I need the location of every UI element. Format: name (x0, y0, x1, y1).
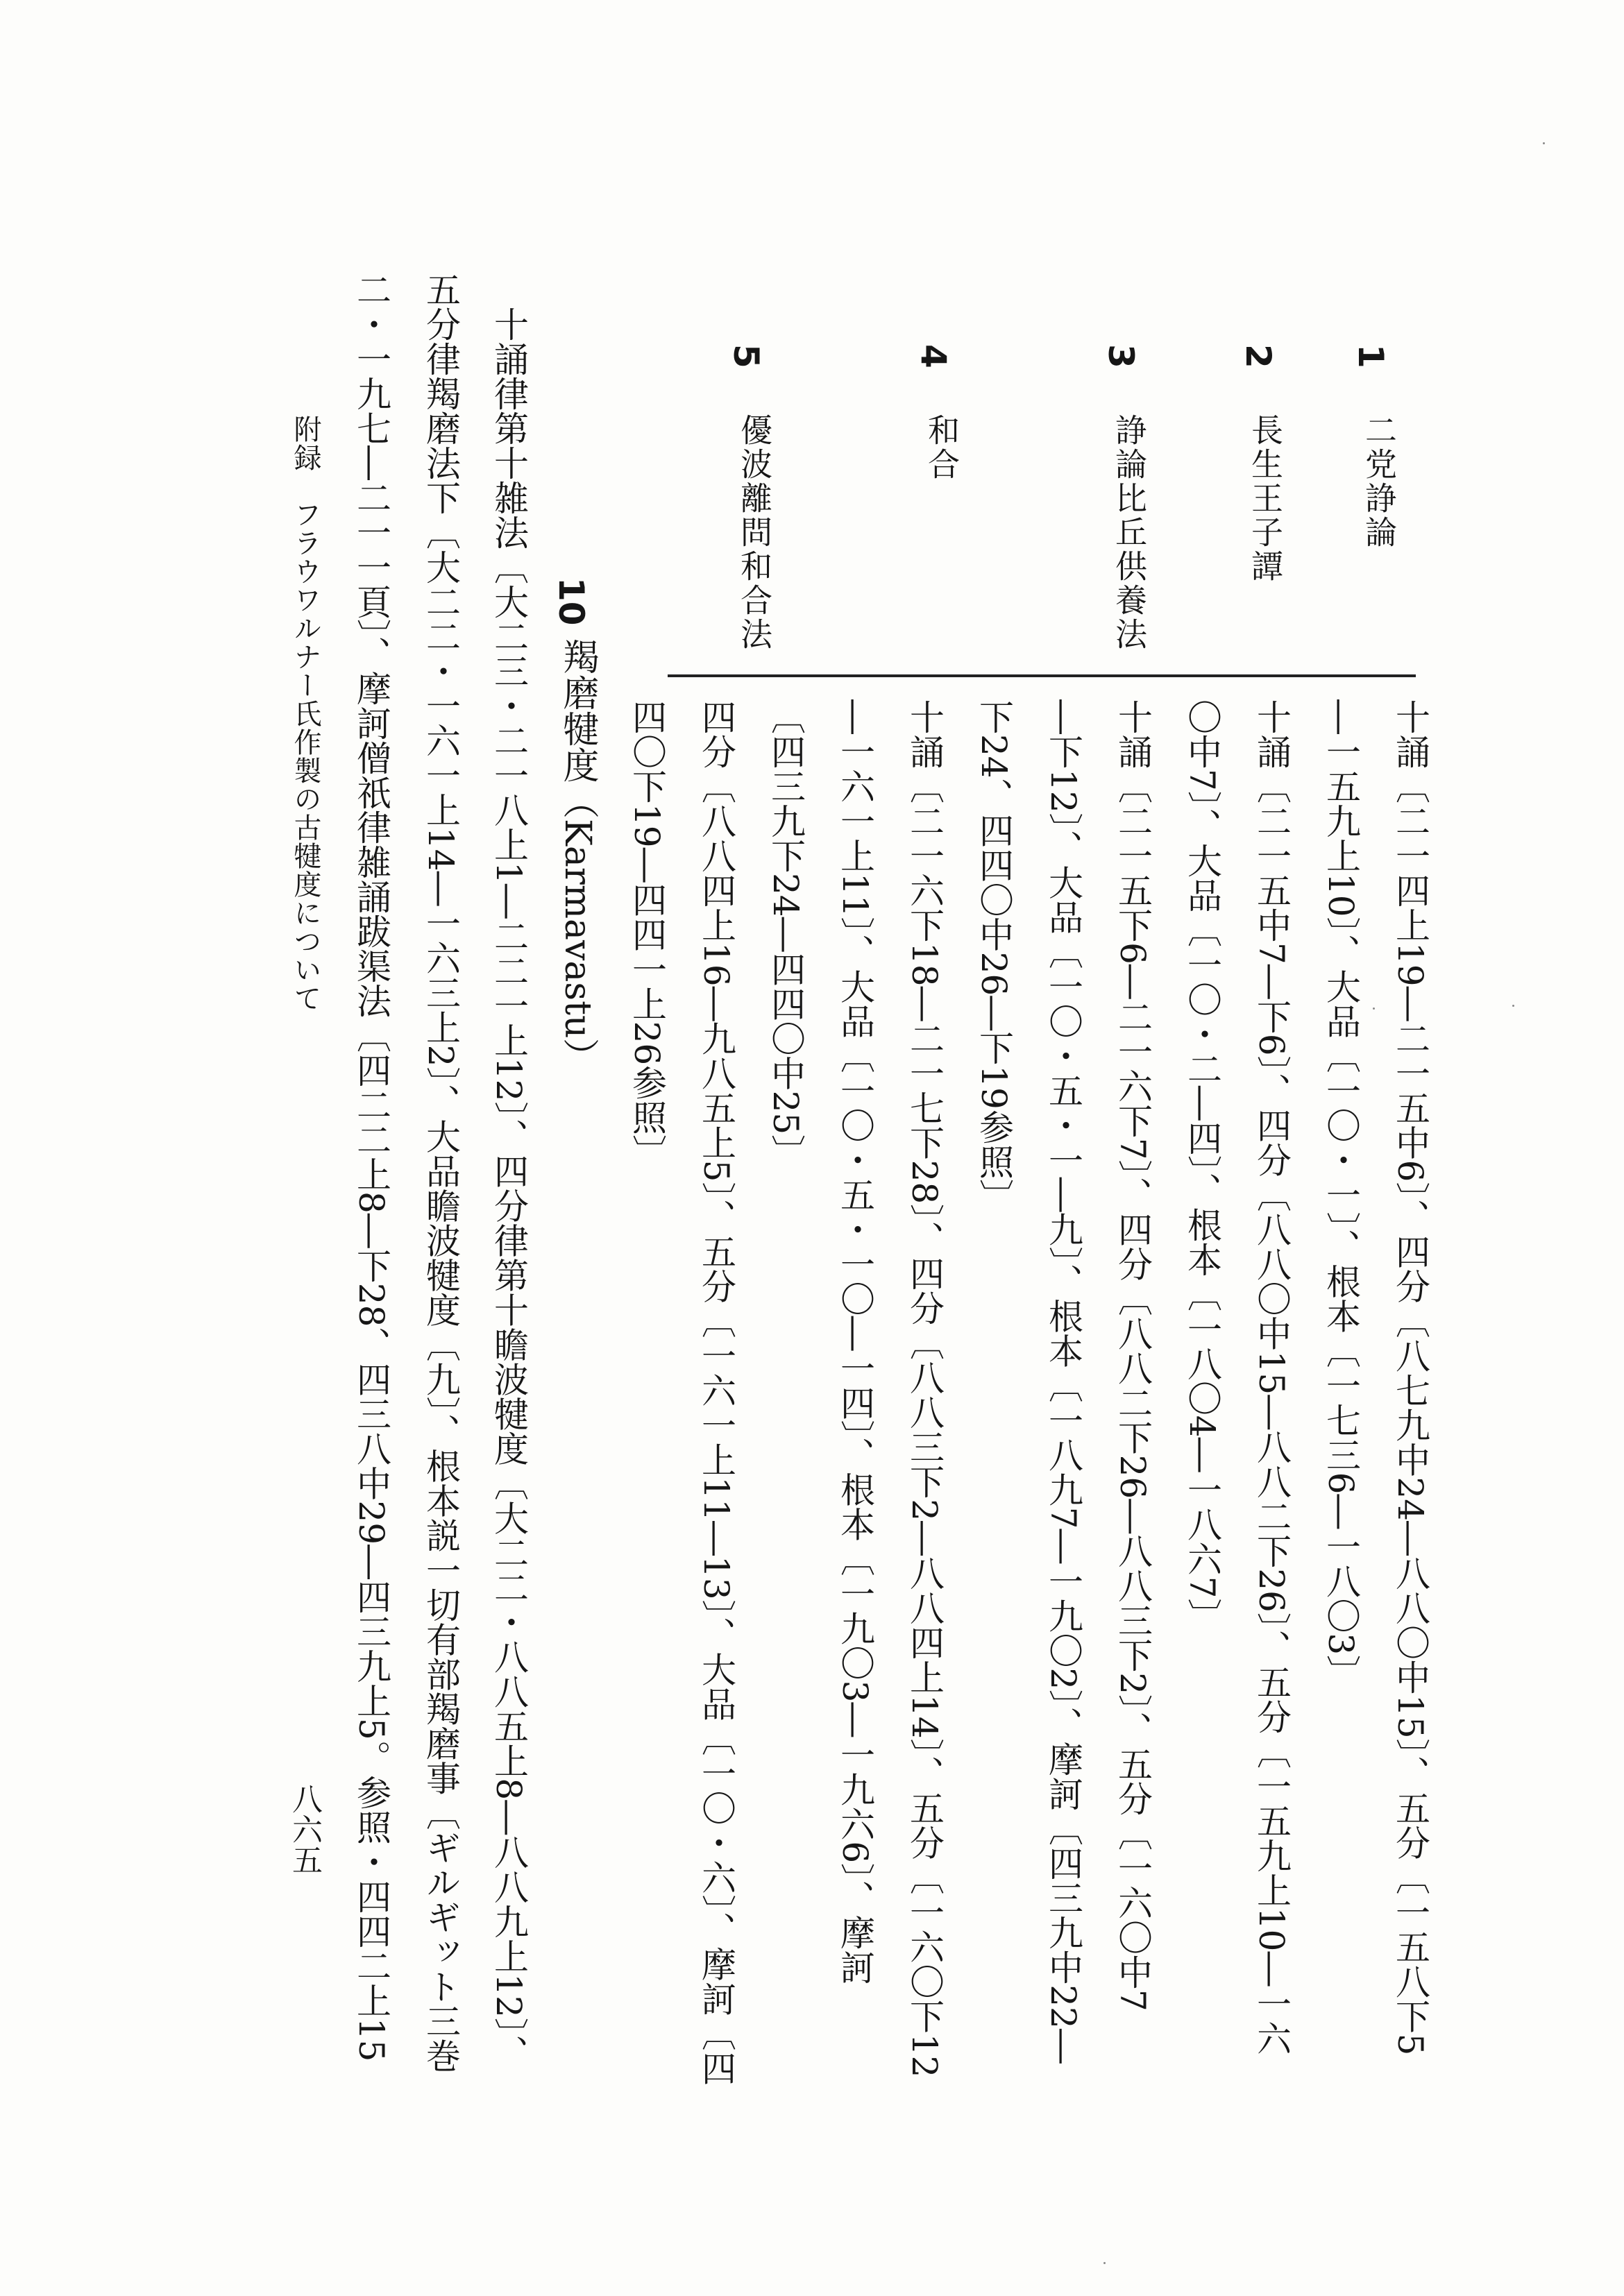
scan-speck (1103, 2262, 1106, 2264)
entry-4-ref-line-1: 十誦〔二一六下18―二一七下28〕、四分〔八八三下2―八八四上14〕、五分〔一六〇下12 (904, 699, 945, 2078)
scan-speck (1512, 1005, 1514, 1007)
entry-1-title: 二党諍論 (1360, 414, 1398, 550)
entry-2-number: 2 (1238, 344, 1278, 368)
scan-speck (1373, 1007, 1375, 1010)
entry-1-ref-line-2: ―一五九上10〕、大品〔一〇・一〕、根本〔一七三6―一八〇3〕 (1321, 699, 1361, 1690)
body-paragraph-line-1: 十誦律第十雑法〔大二三・二一八上1―二二一上12〕、四分律第十瞻波犍度〔大二二・八八五上8―八八九上12〕、 (489, 307, 529, 2070)
entry-2-ref-line-2: 〇中7〕、大品〔一〇・二―四〕、根本〔一八〇4―一八六7〕 (1182, 699, 1222, 1633)
entry-3-number: 3 (1101, 344, 1141, 368)
entry-5-title: 優波離問和合法 (736, 414, 773, 652)
body-paragraph-line-2: 五分律羯磨法下〔大二二・一六一上14―一六三上2〕、大品瞻波犍度〔九〕、根本説一切有部羯磨事〔ギルギット三巻 (421, 272, 461, 2073)
scan-speck (1543, 142, 1545, 144)
entry-2-title: 長生王子譚 (1246, 414, 1284, 584)
entry-4-number: 4 (913, 344, 954, 368)
entry-3-title: 諍論比丘供養法 (1110, 414, 1148, 652)
entry-1-ref-line-1: 十誦〔二一四上19―二一五中6〕、四分〔八七九中24―八八〇中15〕、五分〔一五八下5 (1390, 699, 1430, 2056)
entry-4-ref-line-3: 〔四三九下24―四四〇中25〕 (766, 699, 806, 1170)
section-number: 10 (551, 577, 591, 626)
entry-3-ref-line-3: 下24、四四〇中26―下19参照〕 (974, 699, 1014, 1214)
entry-5-ref-line-2: 四〇下19―四四一上26参照〕 (627, 699, 667, 1170)
running-title: 附録 フラウワルナー氏作製の古犍度について (289, 415, 321, 1012)
entry-1-number: 1 (1351, 344, 1391, 368)
section-divider-rule (668, 674, 1416, 677)
entry-3-ref-line-1: 十誦〔二一五下6―二一六下7〕、四分〔八八二下26―八八三下2〕、五分〔一六〇中7 (1113, 699, 1153, 2012)
entry-5-ref-line-1: 四分〔八八四上16―九八五上5〕、五分〔一六一上11―13〕、大品〔一〇・六〕、摩訶〔四 (696, 699, 736, 2086)
section-title: 羯磨犍度（Karmavastu） (557, 638, 598, 1075)
page-number: 八六五 (287, 1783, 322, 1875)
entry-5-number: 5 (726, 344, 766, 368)
entry-2-ref-line-1: 十誦〔二一五中7―下6〕、四分〔八八〇中15―八八二下26〕、五分〔一五九上10―一六 (1251, 699, 1292, 2056)
entry-3-ref-line-2: ―下12〕、大品〔一〇・五・一―九〕、根本〔一八九7―一九〇2〕、摩訶〔四三九中22― (1043, 699, 1083, 2064)
entry-4-ref-line-2: ―一六一上11〕、大品〔一〇・五・一〇―一四〕、根本〔一九〇3―一九六6〕、摩訶 (835, 699, 875, 1985)
body-paragraph-line-3: 二・一九七―二一一頁〕、摩訶僧祇律雑誦跋渠法〔四二二上8―下28、四三八中29―四三九上5。参照・四四二上15 (351, 272, 391, 2062)
entry-4-title: 和合 (923, 414, 961, 482)
